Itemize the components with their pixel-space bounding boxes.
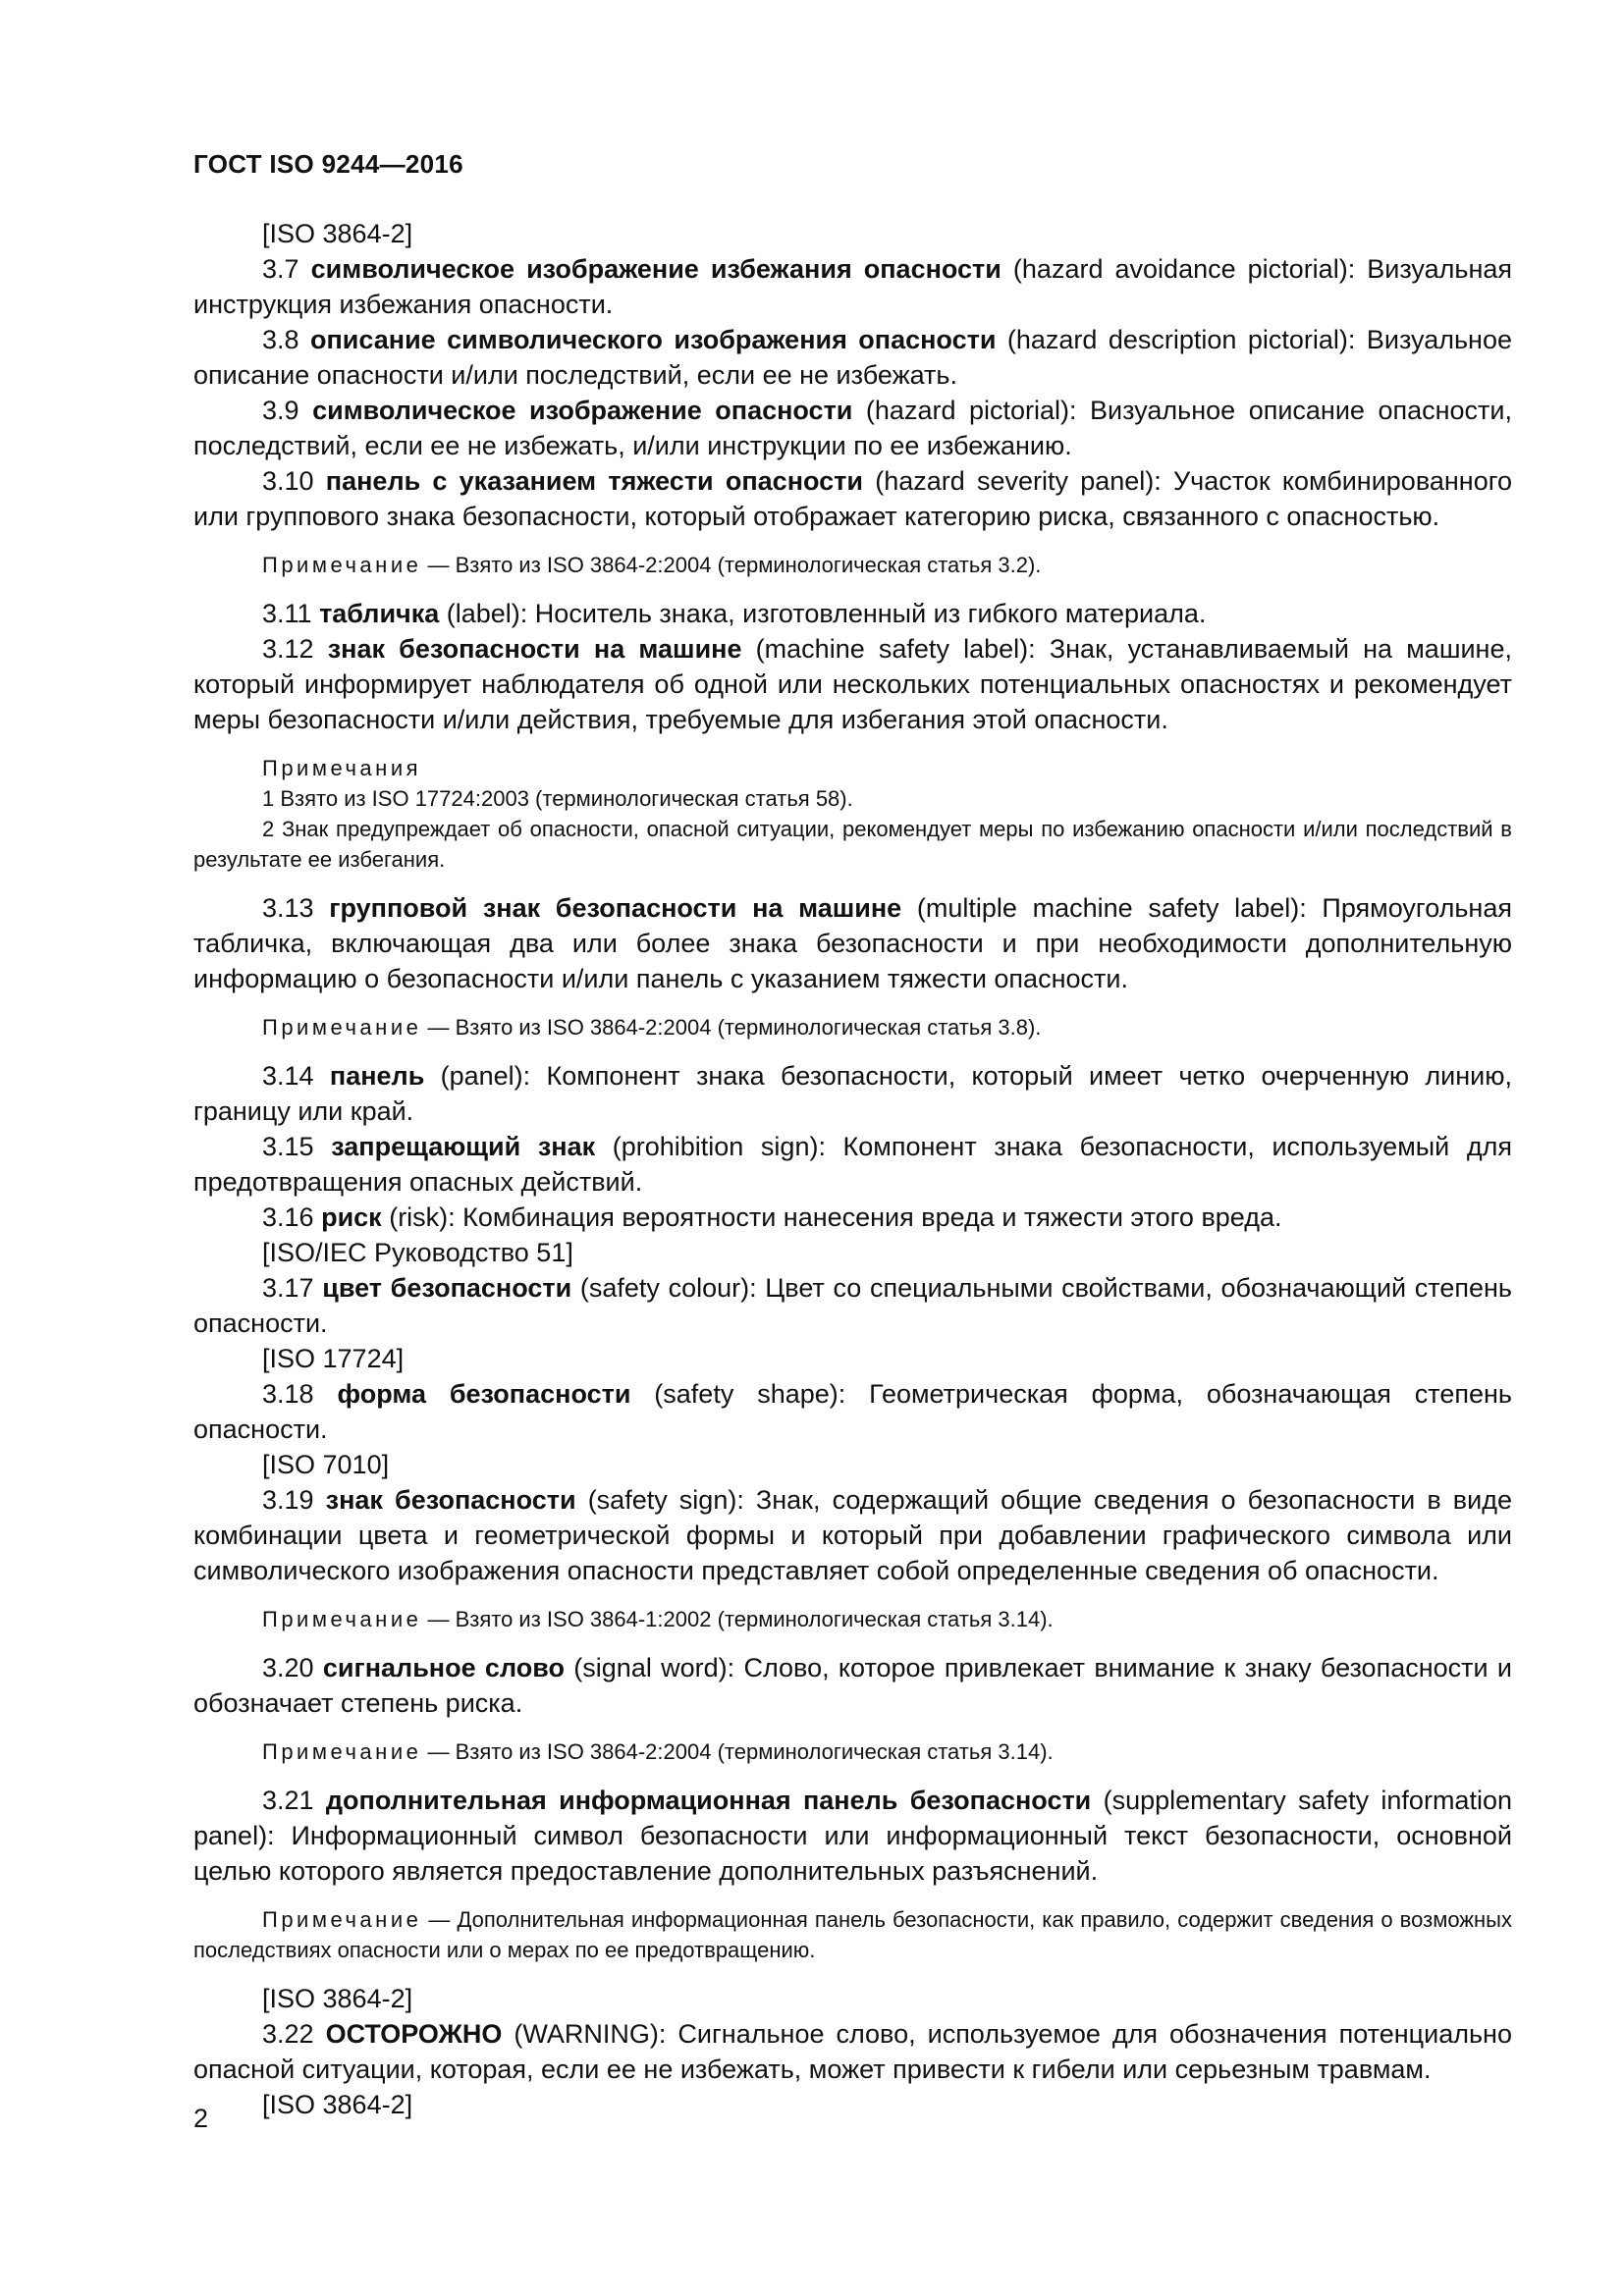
term-3-22: 3.22 ОСТОРОЖНО (WARNING): Сигнальное слово, используемое для обозначения потенциально опасной ситуации, которая, если ее не избежать, может привести к гибели или серьезным травмам. — [193, 2019, 1512, 2084]
iso-reference: [ISO/IEC Руководство 51] — [262, 1238, 573, 1267]
term-3-11: 3.11 табличка (label): Носитель знака, изготовленный из гибкого материала. — [262, 599, 1207, 628]
term-3-15: 3.15 запрещающий знак (prohibition sign): Компонент знака безопасности, используемый для предотвращения опасных действий. — [193, 1132, 1512, 1197]
term-3-7: 3.7 символическое изображение избежания опасности (hazard avoidance pictorial): Визуальная инструкция избежания опасности. — [193, 254, 1512, 319]
term-3-13: 3.13 групповой знак безопасности на машине (multiple machine safety label): Прямоугольная табличка, включающая два или более знака безопасности и при необходимости дополнительную информацию о безопасности и/или панель с указанием тяжести опасности. — [193, 893, 1512, 993]
iso-reference: [ISO 3864-2] — [262, 1984, 413, 2013]
note-3-12-1: 1 Взято из ISO 17724:2003 (терминологическая статья 58). — [262, 786, 853, 811]
document-header: ГОСТ ISO 9244—2016 — [193, 149, 463, 179]
iso-reference: [ISO 7010] — [262, 1450, 390, 1479]
term-3-9: 3.9 символическое изображение опасности (hazard pictorial): Визуальное описание опасности, последствий, если ее не избежать, и/или инструкции по ее избежанию. — [193, 396, 1512, 460]
term-3-16: 3.16 риск (risk): Комбинация вероятности нанесения вреда и тяжести этого вреда. — [262, 1202, 1282, 1232]
notes-label: Примечания — [262, 756, 422, 780]
note-3-13: Примечание — Взято из ISO 3864-2:2004 (терминологическая статья 3.8). — [262, 1015, 1042, 1040]
term-3-10: 3.10 панель с указанием тяжести опасности (hazard severity panel): Участок комбинированного или группового знака безопасности, который отображает категорию риска, связанного с опасностью. — [193, 466, 1512, 531]
term-3-18: 3.18 форма безопасности (safety shape): Геометрическая форма, обозначающая степень опасности. — [193, 1379, 1512, 1444]
note-3-21: Примечание — Дополнительная информационная панель безопасности, как правило, содержит сведения о возможных последствиях опасности или о мерах по ее предотвращению. — [193, 1907, 1512, 1962]
note-3-19: Примечание — Взято из ISO 3864-1:2002 (терминологическая статья 3.14). — [262, 1607, 1054, 1631]
term-3-19: 3.19 знак безопасности (safety sign): Знак, содержащий общие сведения о безопасности в виде комбинации цвета и геометрической формы и который при добавлении графического символа или символического изображения опасности представляет собой определенные сведения об опасности. — [193, 1485, 1512, 1585]
note-3-10: Примечание — Взято из ISO 3864-2:2004 (терминологическая статья 3.2). — [262, 553, 1042, 577]
term-3-21: 3.21 дополнительная информационная панель безопасности (supplementary safety information panel): Информационный символ безопасности или информационный текст безопасности, основной целью которого является предоставление дополнительных разъяснений. — [193, 1786, 1512, 1886]
iso-reference: [ISO 3864-2] — [262, 2090, 413, 2119]
note-3-20: Примечание — Взято из ISO 3864-2:2004 (терминологическая статья 3.14). — [262, 1739, 1054, 1764]
page-number: 2 — [193, 2104, 209, 2133]
document-body — [193, 216, 1512, 2122]
term-3-8: 3.8 описание символического изображения опасности (hazard description pictorial): Визуальное описание опасности и/или последствий, если ее не избежать. — [193, 325, 1512, 390]
term-3-17: 3.17 цвет безопасности (safety colour): Цвет со специальными свойствами, обозначающий степень опасности. — [193, 1273, 1512, 1338]
term-3-12: 3.12 знак безопасности на машине (machine safety label): Знак, устанавливаемый на машине, который информирует наблюдателя об одной или нескольких потенциальных опасностях и рекомендует меры безопасности и/или действия, требуемые для избегания этой опасности. — [193, 634, 1512, 734]
term-3-20: 3.20 сигнальное слово (signal word): Слово, которое привлекает внимание к знаку безопасности и обозначает степень риска. — [193, 1653, 1512, 1718]
iso-reference: [ISO 17724] — [262, 1344, 405, 1373]
term-3-14: 3.14 панель (panel): Компонент знака безопасности, который имеет четко очерченную линию, границу или край. — [193, 1061, 1512, 1126]
iso-reference: [ISO 3864-2] — [262, 219, 413, 248]
note-3-12-2: 2 Знак предупреждает об опасности, опасной ситуации, рекомендует меры по избежанию опасности и/или последствий в результате ее избегания. — [193, 817, 1512, 872]
